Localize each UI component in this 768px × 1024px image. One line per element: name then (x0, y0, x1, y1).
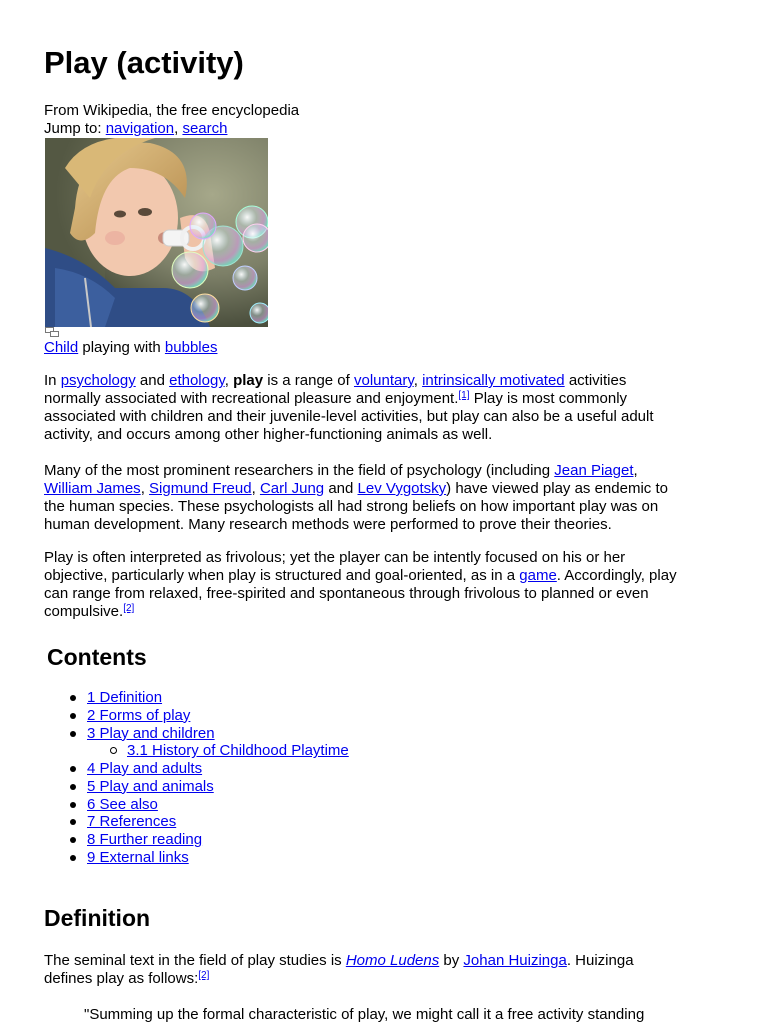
intro-paragraph-3: Play is often interpreted as frivolous; yet the player can be intently focused on his or her objective, particularly when play is structured and goal-oriented, as in a game. Accordingly, play can range from relaxed, free-spirited and spontaneous through frivolous to planned or even compulsive.[2] (44, 549, 677, 620)
psychology-link[interactable]: psychology (60, 372, 136, 389)
child-blowing-bubbles-photo[interactable] (45, 138, 268, 327)
toc-item (44, 725, 349, 743)
sigmund-freud-link[interactable]: Sigmund Freud (149, 480, 252, 497)
william-james-link[interactable]: William James (44, 480, 141, 497)
toc-link-external-links[interactable]: 9 External links (87, 848, 189, 866)
jump-prefix: Jump to: (44, 120, 102, 137)
reference-link-1[interactable]: [1] (458, 390, 470, 401)
voluntary-link[interactable]: voluntary (353, 372, 414, 389)
toc-link-play-and-adults[interactable]: 4 Play and adults (87, 760, 203, 777)
child-link[interactable]: Child (44, 339, 79, 356)
jump-navigation-link[interactable]: navigation (105, 120, 175, 137)
image-caption: Child playing with bubbles (44, 339, 218, 356)
toc-link-references[interactable]: 7 References (87, 813, 177, 831)
play-term: play (233, 372, 264, 389)
tagline: From Wikipedia, the free encyclopedia (44, 102, 300, 119)
huizinga-quote: "Summing up the formal characteristic of play, we might call it a free activity standing (84, 1006, 645, 1023)
intro-paragraph-2: Many of the most prominent researchers in the field of psychology (including Jean Piaget, William James, Sigmund Freud, Carl Jung and Lev Vygotsky) have viewed play as endemic to the human species. These psychologists all had strong beliefs on how important play was on human development. Many research methods were performed to prove their theories. (44, 462, 668, 533)
toc-item (44, 796, 349, 814)
intrinsically-motivated-link[interactable]: intrinsically motivated (422, 372, 565, 389)
toc-subitem (44, 742, 349, 760)
game-link[interactable]: game (519, 567, 557, 584)
intro-paragraph-1: In psychology and ethology, play is a range of voluntary, intrinsically motivated activities normally associated with recreational pleasure and enjoyment.[1] Play is most commonly associated with children and their juvenile-level activities, but play can also be a useful adult activity, and occurs among other higher-functioning animals as well. (44, 372, 654, 443)
ethology-link[interactable]: ethology (169, 372, 225, 389)
homo-ludens-link[interactable]: Homo Ludens (345, 952, 440, 969)
enlarge-icon[interactable] (45, 327, 59, 337)
toc-item (44, 689, 349, 707)
definition-heading: Definition (44, 905, 151, 931)
reference-link-2[interactable]: [2] (123, 603, 135, 614)
toc-link-further-reading[interactable]: 8 Further reading (87, 831, 203, 848)
toc-item (44, 778, 349, 796)
jump-search-link[interactable]: search (182, 120, 228, 137)
definition-paragraph: The seminal text in the field of play studies is Homo Ludens by Johan Huizinga. Huizinga defines play as follows:[2] (44, 952, 634, 987)
carl-jung-link[interactable]: Carl Jung (259, 480, 325, 497)
toc-link-definition[interactable]: 1 Definition (87, 689, 163, 706)
toc-link-see-also[interactable]: 6 See also (87, 795, 158, 813)
table-of-contents (44, 689, 349, 867)
johan-huizinga-link[interactable]: Johan Huizinga (463, 952, 567, 969)
toc-link-history-of-childhood-playtime[interactable]: 3.1 History of Childhood Playtime (127, 742, 349, 760)
toc-item (44, 831, 349, 849)
toc-item (44, 707, 349, 725)
toc-link-forms-of-play[interactable]: 2 Forms of play (87, 706, 191, 724)
jean-piaget-link[interactable]: Jean Piaget (554, 462, 634, 479)
bubbles-link[interactable]: bubbles (164, 339, 218, 356)
reference-link-2b[interactable]: [2] (198, 970, 210, 981)
toc-link-play-and-children[interactable]: 3 Play and children (87, 724, 215, 742)
lev-vygotsky-link[interactable]: Lev Vygotsky (357, 480, 447, 497)
toc-item (44, 813, 349, 831)
contents-heading: Contents (47, 644, 147, 670)
toc-item (44, 849, 349, 867)
toc-link-play-and-animals[interactable]: 5 Play and animals (87, 777, 214, 795)
toc-item (44, 760, 349, 778)
page-title: Play (activity) (44, 45, 244, 80)
jump-to-links: Jump to: navigation, search (44, 120, 228, 137)
